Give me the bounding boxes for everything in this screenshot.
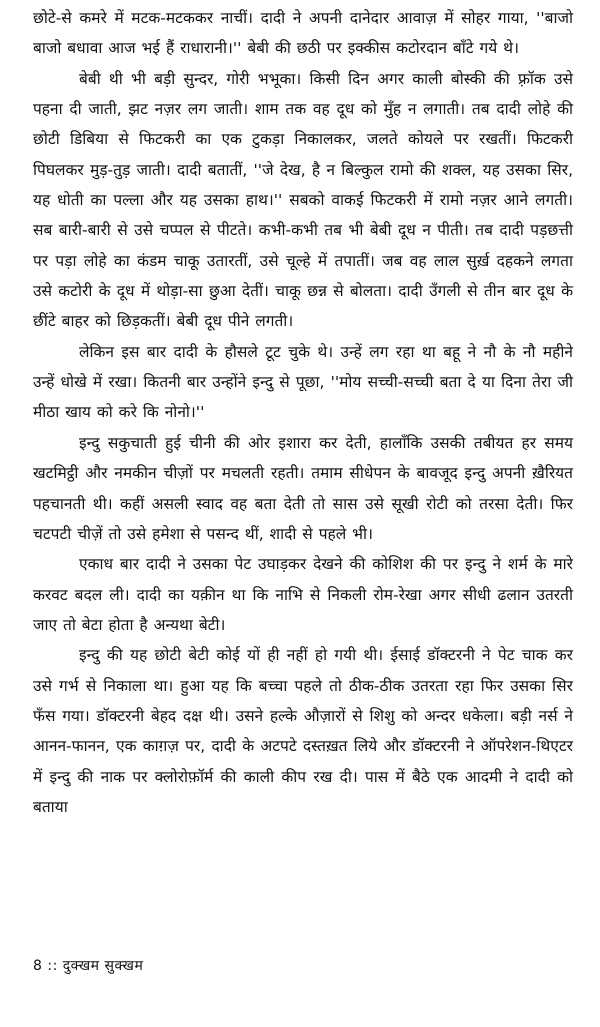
page-footer: 8 :: दुक्खम सुक्खम bbox=[33, 958, 144, 974]
paragraph-6: इन्दु की यह छोटी बेटी कोई यों ही नहीं हो गयी थी। ईसाई डॉक्टरनी ने पेट चाक कर उसे गर्भ से निकाला था। हुआ यह कि बच्चा पहले तो ठीक-ठीक उतरता रहा फिर उसका सिर फँस गया। डॉक्टरनी बेहद दक्ष थी। उसने हल्के औज़ारों से शिशु को अन्दर धकेला। बड़ी नर्स ने आनन-फानन, एक काग़ज़ पर, दादी के अटपटे दस्तख़त लिये और डॉक्टरनी ने ऑपरेशन-थिएटर में इन्दु की नाक पर क्लोरोफ़ॉर्म की काली कीप रख दी। पास में बैठे एक आदमी ने दादी को बताया bbox=[33, 646, 573, 816]
paragraph-3: लेकिन इस बार दादी के हौसले टूट चुके थे। उन्हें लग रहा था बहू ने नौ के नौ महीने उन्हें धोखे में रखा। कितनी बार उन्होंने इन्दु से पूछा, ''मोय सच्ची-सच्ची बता दे या दिना तेरा जी मीठा खाय को करे कि नोनो।'' bbox=[33, 342, 573, 422]
page-body bbox=[33, 3, 573, 822]
paragraph-2: बेबी थी भी बड़ी सुन्दर, गोरी भभूका। किसी दिन अगर काली बोस्की की फ़्रॉक उसे पहना दी जाती, झट नज़र लग जाती। शाम तक वह दूध को मुँह न लगाती। तब दादी लोहे की छोटी डिबिया से फिटकरी का एक टुकड़ा निकालकर, जलते कोयले पर रखतीं। फिटकरी पिघलकर मुड़-तुड़ जाती। दादी बतातीं, ''जे देख, है न बिल्कुल रामो की शक्ल, यह उसका सिर, यह धोती का पल्ला और यह उसका हाथ।'' सबको वाकई फिटकरी में रामो नज़र आने लगती। सब बारी-बारी से उसे चप्पल से पीटते। कभी-कभी तब भी बेबी दूध न पीती। तब दादी पड़छत्ती पर पड़ा लोहे का कंडम चाकू उतारतीं, उसे चूल्हे में तपातीं। जब वह लाल सुर्ख़ दहकने लगता उसे कटोरी के दूध में थोड़ा-सा छुआ देतीं। चाकू छन्न से बोलता। दादी उँगली से तीन बार दूध के छींटे बाहर को छिड़कतीं। बेबी दूध पीने लगती। bbox=[33, 69, 573, 331]
paragraph-4: इन्दु सकुचाती हुई चीनी की ओर इशारा कर देती, हालाँकि उसकी तबीयत हर समय खटमिट्ठी और नमकीन चीज़ों पर मचलती रहती। तमाम सीधेपन के बावजूद इन्दु अपनी ख़ैरियत पहचानती थी। कहीं असली स्वाद वह बता देती तो सास उसे सूखी रोटी को तरसा देती। फिर चटपटी चीज़ें तो उसे हमेशा से पसन्द थीं, शादी से पहले भी। bbox=[33, 433, 573, 543]
paragraph-1: छोटे-से कमरे में मटक-मटककर नाचीं। दादी ने अपनी दानेदार आवाज़ में सोहर गाया, ''बाजो बाजो बधावा आज भई हैं राधारानी।'' बेबी की छठी पर इक्कीस कटोरदान बाँटे गये थे। bbox=[33, 9, 573, 58]
paragraph-5: एकाध बार दादी ने उसका पेट उघाड़कर देखने की कोशिश की पर इन्दु ने शर्म के मारे करवट बदल ली। दादी का यक़ीन था कि नाभि से निकली रोम-रेखा अगर सीधी ढलान उतरती जाए तो बेटा होता है अन्यथा बेटी। bbox=[33, 555, 573, 634]
